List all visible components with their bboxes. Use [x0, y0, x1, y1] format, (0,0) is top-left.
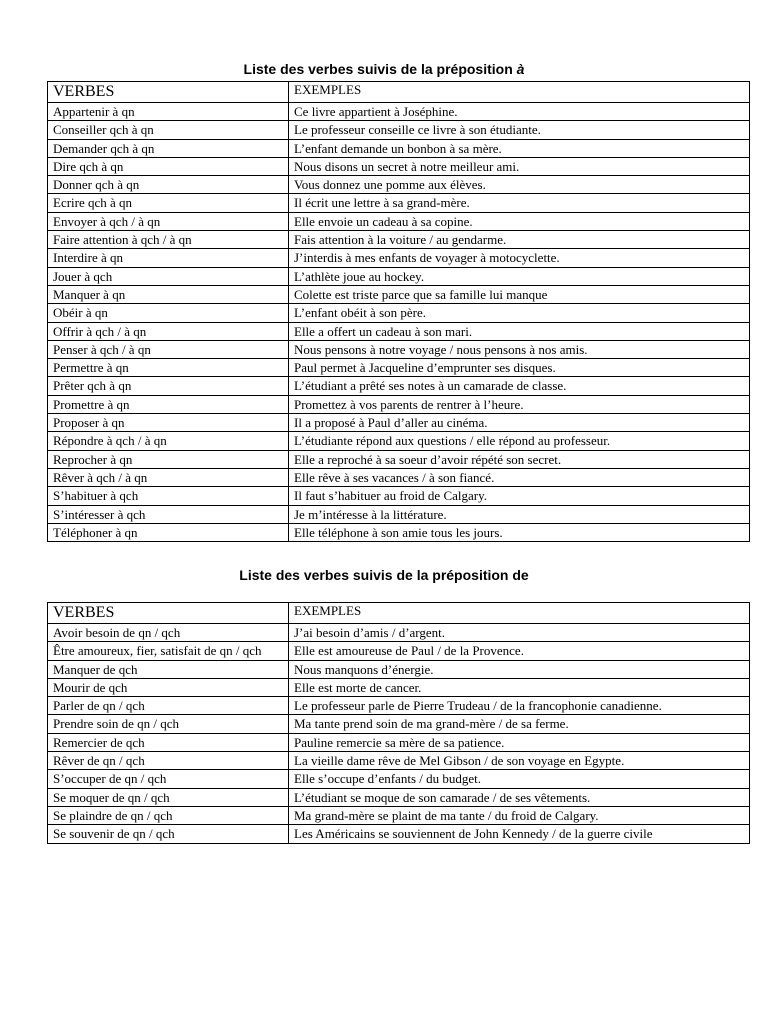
- example-cell: [289, 733, 750, 751]
- verb-cell: Donner qch à qn: [48, 176, 289, 194]
- example-text: J’ai besoin d’amis / d’argent.: [294, 625, 446, 640]
- example-text: Elle a offert un cadeau à son mari.: [294, 323, 473, 339]
- example-cell: [289, 660, 750, 678]
- verb-cell: Téléphoner à qn: [48, 523, 289, 541]
- table-row: [48, 377, 750, 395]
- verb-cell: Être amoureux, fier, satisfait de qn / qch: [48, 642, 289, 660]
- example-text: Elle a reproché à sa soeur d’avoir répété son secret.: [294, 451, 562, 467]
- verb-cell: Mourir de qch: [48, 678, 289, 696]
- example-cell: [289, 304, 750, 322]
- table-row: [48, 395, 750, 413]
- example-text: Le professeur conseille ce livre à son étudiante.: [294, 122, 541, 138]
- example-cell: [289, 322, 750, 340]
- table-row: [48, 157, 750, 175]
- example-text: Nous pensons à notre voyage / nous pensons à nos amis.: [294, 341, 588, 357]
- example-cell: [289, 505, 750, 523]
- example-text: L’étudiante répond aux questions / elle répond au professeur.: [294, 433, 611, 449]
- example-text: L’enfant obéit à son père.: [294, 305, 426, 321]
- verb-cell: Permettre à qn: [48, 359, 289, 377]
- example-cell: [289, 468, 750, 486]
- example-cell: [289, 806, 750, 824]
- example-cell: [289, 678, 750, 696]
- verb-cell: Penser à qch / à qn: [48, 340, 289, 358]
- example-cell: [289, 121, 750, 139]
- table-row: [48, 825, 750, 843]
- verb-cell: Promettre à qn: [48, 395, 289, 413]
- example-cell: [289, 487, 750, 505]
- example-text: J’interdis à mes enfants de voyager à motocyclette.: [294, 250, 560, 266]
- example-text: Colette est triste parce que sa famille lui manque: [294, 286, 548, 302]
- verb-cell: Obéir à qn: [48, 304, 289, 322]
- table-row: [48, 212, 750, 230]
- column-header-verbes: VERBES: [48, 82, 289, 103]
- example-text: Il a proposé à Paul d’aller au cinéma.: [294, 415, 488, 431]
- verb-cell: Manquer de qch: [48, 660, 289, 678]
- column-header-exemples: EXEMPLES: [289, 82, 750, 103]
- table-row: [48, 523, 750, 541]
- table-row: [48, 340, 750, 358]
- table-row: [48, 267, 750, 285]
- example-text: Pauline remercie sa mère de sa patience.: [294, 734, 505, 750]
- example-cell: [289, 212, 750, 230]
- example-text: Elle téléphone à son amie tous les jours.: [294, 524, 503, 540]
- example-text: Les Américains se souviennent de John Kennedy / de la guerre civile: [294, 826, 653, 842]
- example-cell: [289, 267, 750, 285]
- verb-cell: Appartenir à qn: [48, 103, 289, 121]
- example-cell: [289, 642, 750, 660]
- verb-cell: Rêver à qch / à qn: [48, 468, 289, 486]
- example-text: Paul permet à Jacqueline d’emprunter ses disques.: [294, 360, 556, 376]
- verb-cell: Manquer à qn: [48, 285, 289, 303]
- table-row: [48, 176, 750, 194]
- example-cell: [289, 157, 750, 175]
- example-text: Fais attention à la voiture / au gendarme.: [294, 232, 507, 248]
- table-row: [48, 788, 750, 806]
- table-row: [48, 505, 750, 523]
- verb-cell: Remercier de qch: [48, 733, 289, 751]
- example-text: L’étudiant se moque de son camarade / de ses vêtements.: [294, 789, 591, 805]
- verb-cell: S’intéresser à qch: [48, 505, 289, 523]
- example-text: L’étudiant a prêté ses notes à un camarade de classe.: [294, 378, 567, 394]
- example-cell: [289, 231, 750, 249]
- table-row: [48, 322, 750, 340]
- example-cell: [289, 340, 750, 358]
- verb-cell: Demander qch à qn: [48, 139, 289, 157]
- table-row: [48, 733, 750, 751]
- table-row: [48, 715, 750, 733]
- table-row: [48, 468, 750, 486]
- example-text: Il faut s’habituer au froid de Calgary.: [294, 488, 488, 504]
- table-row: [48, 139, 750, 157]
- table-row: [48, 624, 750, 642]
- example-text: Elle envoie un cadeau à sa copine.: [294, 213, 473, 229]
- table-row: [48, 121, 750, 139]
- table-row: [48, 359, 750, 377]
- example-cell: [289, 395, 750, 413]
- example-text: Il écrit une lettre à sa grand-mère.: [294, 195, 470, 211]
- table-row: [48, 432, 750, 450]
- example-cell: [289, 450, 750, 468]
- example-text: Nous manquons d’énergie.: [294, 661, 434, 677]
- example-text: Le professeur parle de Pierre Trudeau / de la francophonie canadienne.: [294, 698, 662, 714]
- example-cell: [289, 788, 750, 806]
- table-row: [48, 304, 750, 322]
- table-row: [48, 450, 750, 468]
- verb-cell: Rêver de qn / qch: [48, 752, 289, 770]
- example-text: Ce livre appartient à Joséphine.: [294, 104, 458, 119]
- example-text: Elle rêve à ses vacances / à son fiancé.: [294, 469, 495, 485]
- example-cell: [289, 523, 750, 541]
- verb-cell: Dire qch à qn: [48, 157, 289, 175]
- table-row: [48, 249, 750, 267]
- example-cell: [289, 715, 750, 733]
- example-cell: [289, 697, 750, 715]
- example-cell: [289, 249, 750, 267]
- example-text: Je m’intéresse à la littérature.: [294, 506, 447, 522]
- example-text: Elle s’occupe d’enfants / du budget.: [294, 771, 481, 787]
- column-header-verbes: VERBES: [48, 603, 289, 624]
- example-cell: [289, 359, 750, 377]
- title-a-preposition: à: [516, 61, 525, 77]
- verb-cell: Proposer à qn: [48, 414, 289, 432]
- table-row: [48, 697, 750, 715]
- verb-cell: Prendre soin de qn / qch: [48, 715, 289, 733]
- verb-cell: Parler de qn / qch: [48, 697, 289, 715]
- table-body: [48, 103, 750, 542]
- example-cell: [289, 624, 750, 642]
- example-text: Promettez à vos parents de rentrer à l’heure.: [294, 396, 524, 412]
- table-row: [48, 194, 750, 212]
- example-text: L’enfant demande un bonbon à sa mère.: [294, 140, 502, 156]
- verb-cell: Envoyer à qch / à qn: [48, 212, 289, 230]
- verb-cell: Ecrire qch à qn: [48, 194, 289, 212]
- title-preposition-de: Liste des verbes suivis de la préposition de: [239, 567, 529, 583]
- example-cell: [289, 103, 750, 121]
- table-row: [48, 642, 750, 660]
- table-row: [48, 414, 750, 432]
- verb-cell: Avoir besoin de qn / qch: [48, 624, 289, 642]
- table-row: [48, 103, 750, 121]
- verb-cell: Se plaindre de qn / qch: [48, 806, 289, 824]
- table-row: [48, 770, 750, 788]
- example-text: Ma grand-mère se plaint de ma tante / du froid de Calgary.: [294, 807, 599, 823]
- example-text: Elle est morte de cancer.: [294, 679, 422, 695]
- table-row: [48, 752, 750, 770]
- example-text: Elle est amoureuse de Paul / de la Provence.: [294, 643, 524, 659]
- table-row: [48, 660, 750, 678]
- verb-cell: S’habituer à qch: [48, 487, 289, 505]
- example-cell: [289, 377, 750, 395]
- example-text: La vieille dame rêve de Mel Gibson / de son voyage en Egypte.: [294, 753, 625, 769]
- example-cell: [289, 176, 750, 194]
- verb-cell: Interdire à qn: [48, 249, 289, 267]
- title-preposition-a: [0, 60, 768, 78]
- example-text: L’athlète joue au hockey.: [294, 268, 425, 284]
- example-cell: [289, 770, 750, 788]
- verb-cell: S’occuper de qn / qch: [48, 770, 289, 788]
- verb-cell: Se moquer de qn / qch: [48, 788, 289, 806]
- verbs-table-preposition-a: [47, 81, 750, 542]
- example-cell: [289, 139, 750, 157]
- table-row: [48, 806, 750, 824]
- verb-cell: Prêter qch à qn: [48, 377, 289, 395]
- verbs-table-preposition-de: [47, 602, 750, 844]
- verb-cell: Reprocher à qn: [48, 450, 289, 468]
- example-cell: [289, 752, 750, 770]
- table-body: [48, 624, 750, 844]
- example-cell: [289, 825, 750, 843]
- table-row: [48, 285, 750, 303]
- example-cell: [289, 414, 750, 432]
- table-row: [48, 678, 750, 696]
- table-header-row: [48, 82, 750, 103]
- verb-cell: Jouer à qch: [48, 267, 289, 285]
- title-a-text: Liste des verbes suivis de la préposition: [243, 61, 517, 77]
- example-text: Vous donnez une pomme aux élèves.: [294, 177, 486, 193]
- example-text: Ma tante prend soin de ma grand-mère / de sa ferme.: [294, 716, 569, 732]
- verb-cell: Offrir à qch / à qn: [48, 322, 289, 340]
- table-header-row: [48, 603, 750, 624]
- example-cell: [289, 432, 750, 450]
- verb-cell: Se souvenir de qn / qch: [48, 825, 289, 843]
- column-header-exemples: EXEMPLES: [289, 603, 750, 624]
- table-row: [48, 487, 750, 505]
- verb-cell: Répondre à qch / à qn: [48, 432, 289, 450]
- example-cell: [289, 285, 750, 303]
- verb-cell: Conseiller qch à qn: [48, 121, 289, 139]
- example-text: Nous disons un secret à notre meilleur ami.: [294, 158, 520, 174]
- example-cell: [289, 194, 750, 212]
- verb-cell: Faire attention à qch / à qn: [48, 231, 289, 249]
- table-row: [48, 231, 750, 249]
